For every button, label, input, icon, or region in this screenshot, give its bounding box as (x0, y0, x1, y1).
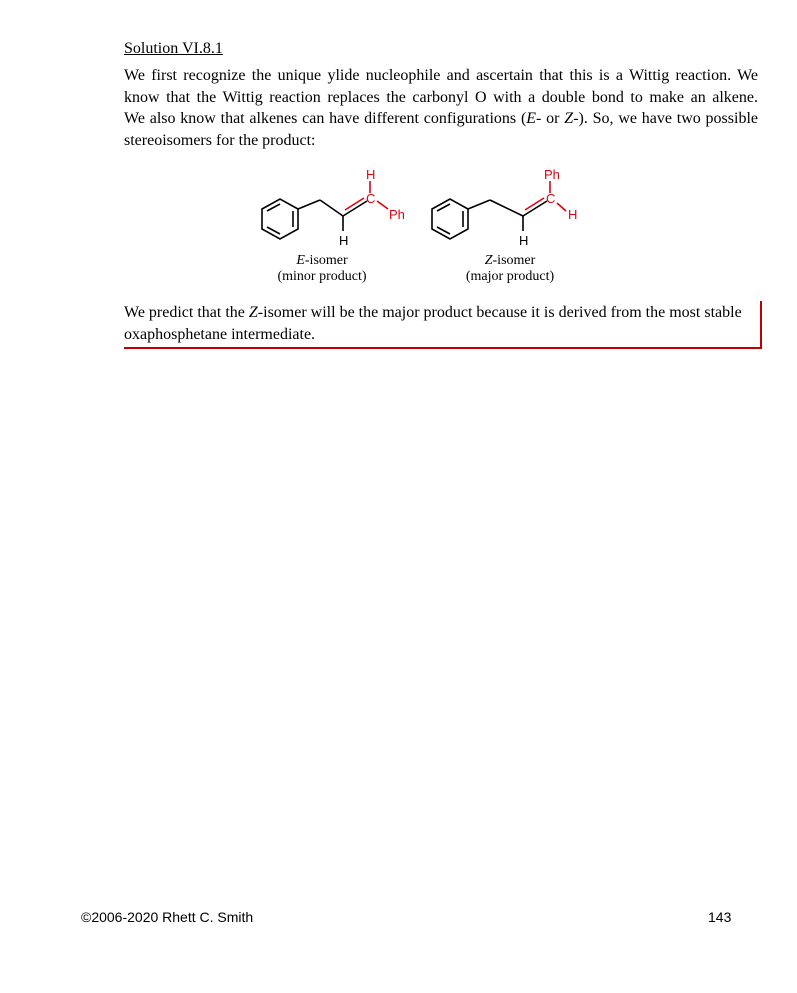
conclusion-line-2: oxaphosphetane intermediate. (124, 325, 316, 343)
z-isomer-name: Z-isomer (484, 253, 536, 268)
e-atom-bottom: H (339, 233, 349, 248)
z-isomer-note: (major product) (465, 269, 555, 284)
e-isomer-name: E-isomer (296, 253, 348, 268)
conclusion-paragraph (124, 302, 758, 345)
z-isomer-label (450, 253, 570, 285)
paragraph-line-4: stereoisomers for the product: (124, 131, 316, 149)
e-isomer-note: (minor product) (277, 269, 367, 284)
structures-svg (240, 163, 600, 263)
paragraph-line-1: We first recognize the unique ylide nucleophile and ascertain that this is a Wittig reaction. We (124, 67, 758, 84)
isomer-diagram (240, 163, 600, 293)
z-atom-bottom: H (519, 233, 529, 248)
z-atom-center: C (546, 191, 556, 206)
paragraph-line-2: know that the Wittig reaction replaces the carbonyl O with a double bond to make an alkene. (124, 88, 758, 106)
z-atom-top: Ph (544, 167, 560, 182)
footer-page-number: 143 (708, 909, 732, 925)
e-isomer-label (262, 253, 382, 285)
e-atom-top: H (366, 167, 376, 182)
z-atom-right: H (568, 207, 578, 222)
paragraph-line-3: We also know that alkenes can have different configurations (E- or Z-). So, we have two possible (124, 110, 758, 127)
e-atom-right: Ph (389, 207, 405, 222)
solution-heading: Solution VI.8.1 (124, 40, 223, 57)
conclusion-line-1: We predict that the Z-isomer will be the major product because it is derived from the most stable (124, 304, 742, 321)
e-isomer-structure (262, 181, 388, 239)
footer-copyright: ©2006-2020 Rhett C. Smith (81, 909, 254, 925)
intro-paragraph (124, 65, 758, 151)
e-atom-center: C (366, 191, 376, 206)
z-isomer-structure (432, 181, 566, 239)
